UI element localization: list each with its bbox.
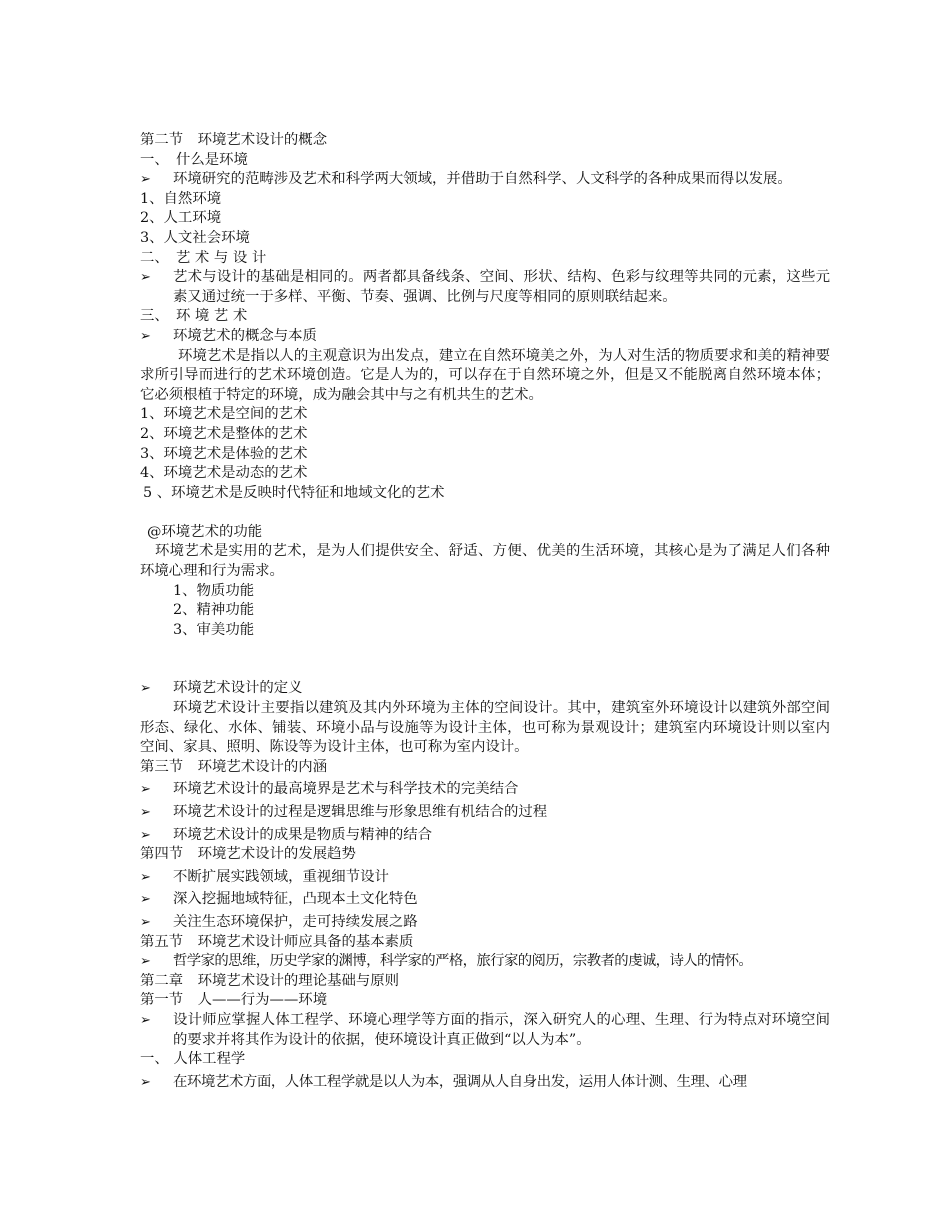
arrow-bullet-icon: ➢ bbox=[140, 805, 151, 820]
arrow-bullet-icon: ➢ bbox=[140, 1012, 151, 1028]
list-item: 3、审美功能 bbox=[173, 621, 255, 638]
arrow-bullet-icon: ➢ bbox=[140, 914, 151, 930]
arrow-bullet-icon: ➢ bbox=[140, 954, 151, 970]
section-heading: 第二节 环境艺术设计的概念 bbox=[140, 132, 328, 148]
body-paragraph: 环境艺术是指以人的主观意识为出发点，建立在自然环境美之外，为人对生活的物质要求和美的精神要求所引导而进行的艺术环境创造。它是人为的，可以存在于自然环境之外，但是又不能脱离自然环境本体；它必须根植于特定的环境，成为融会其中与之有机共生的艺术。 bbox=[140, 347, 830, 403]
bullet-text: 环境艺术设计的最高境界是艺术与科学技术的完美结合 bbox=[173, 781, 519, 798]
bullet-text: 环境研究的范畴涉及艺术和科学两大领域，并借助于自然科学、人文科学的各种成果而得以发展。 bbox=[173, 171, 792, 188]
body-paragraph: 环境艺术是实用的艺术，是为人们提供安全、舒适、方便、优美的生活环境，其核心是为了满足人们各种环境心理和行为需求。 bbox=[140, 543, 830, 580]
list-item: 5 、环境艺术是反映时代特征和地域文化的艺术 bbox=[143, 484, 445, 501]
bullet-text: 艺术与设计的基础是相同的。两者都具备线条、空间、形状、结构、色彩与纹理等共同的元素，这些元素又通过统一于多样、平衡、节奏、强调、比例与尺度等相同的原则联结起来。 bbox=[173, 269, 830, 305]
arrow-bullet-icon: ➢ bbox=[140, 328, 151, 344]
bullet-text: 在环境艺术方面，人体工程学就是以人为本，强调从人自身出发，运用人体计测、生理、心理 bbox=[173, 1073, 747, 1090]
subheading: 三、 环 境 艺 术 bbox=[140, 308, 248, 325]
arrow-bullet-icon: ➢ bbox=[140, 782, 151, 798]
arrow-bullet-icon: ➢ bbox=[140, 270, 151, 286]
list-item: 3、环境艺术是体验的艺术 bbox=[140, 445, 308, 462]
list-item: 2、精神功能 bbox=[173, 602, 255, 619]
subheading: 一、 什么是环境 bbox=[140, 151, 248, 168]
section-heading: 第五节 环境艺术设计师应具备的基本素质 bbox=[140, 933, 414, 950]
bullet-text: 环境艺术的概念与本质 bbox=[173, 327, 317, 344]
bullet-text: 环境艺术设计的过程是逻辑思维与形象思维有机结合的过程 bbox=[173, 804, 548, 820]
bullet-item bbox=[140, 679, 830, 699]
bullet-text: 环境艺术设计的成果是物质与精神的结合 bbox=[173, 826, 433, 843]
bullet-text: 哲学家的思维，历史学家的渊博，科学家的严格，旅行家的阅历，宗教者的虔诚，诗人的情怀。 bbox=[173, 953, 753, 970]
list-item: 1、物质功能 bbox=[173, 582, 255, 599]
list-item: 3、人文社会环境 bbox=[140, 229, 250, 246]
bullet-item bbox=[140, 268, 830, 307]
subheading: 一、 人体工程学 bbox=[140, 1051, 246, 1068]
subheading: @环境艺术的功能 bbox=[147, 523, 263, 540]
list-item: 2、环境艺术是整体的艺术 bbox=[140, 425, 308, 442]
bullet-item bbox=[140, 913, 830, 933]
body-paragraph: 环境艺术设计主要指以建筑及其内外环境为主体的空间设计。其中，建筑室外环境设计以建筑外部空间形态、绿化、水体、铺装、环境小品与设施等为设计主体，也可称为景观设计；建筑室内环境设计则以室内空间、家具、照明、陈设等为设计主体，也可称为室内设计。 bbox=[140, 700, 830, 756]
section-heading: 第一节 人——行为——环境 bbox=[140, 992, 328, 1009]
section-heading: 第四节 环境艺术设计的发展趋势 bbox=[140, 846, 356, 863]
bullet-item bbox=[140, 780, 830, 800]
arrow-bullet-icon: ➢ bbox=[140, 892, 151, 908]
bullet-item bbox=[140, 327, 830, 347]
arrow-bullet-icon: ➢ bbox=[140, 869, 151, 885]
bullet-item bbox=[140, 170, 830, 190]
bullet-item bbox=[140, 890, 830, 910]
bullet-item bbox=[140, 868, 830, 888]
document-page bbox=[140, 131, 830, 1092]
bullet-text: 关注生态环境保护，走可持续发展之路 bbox=[173, 913, 418, 930]
arrow-bullet-icon: ➢ bbox=[140, 681, 151, 697]
arrow-bullet-icon: ➢ bbox=[140, 172, 151, 188]
subheading: 二、 艺 术 与 设 计 bbox=[140, 249, 267, 266]
bullet-item bbox=[140, 1073, 830, 1093]
bullet-text: 环境艺术设计的定义 bbox=[173, 680, 303, 697]
bullet-text: 不断扩展实践领域，重视细节设计 bbox=[173, 868, 389, 885]
arrow-bullet-icon: ➢ bbox=[140, 1074, 151, 1090]
arrow-bullet-icon: ➢ bbox=[140, 827, 151, 843]
section-heading: 第三节 环境艺术设计的内涵 bbox=[140, 758, 328, 775]
bullet-text: 深入挖掘地域特征，凸现本土文化特色 bbox=[173, 891, 418, 908]
bullet-item bbox=[140, 803, 830, 823]
chapter-heading: 第二章 环境艺术设计的理论基础与原则 bbox=[140, 972, 400, 989]
bullet-item bbox=[140, 826, 830, 846]
list-item: 1、环境艺术是空间的艺术 bbox=[140, 406, 308, 423]
bullet-item bbox=[140, 952, 830, 972]
list-item: 4、环境艺术是动态的艺术 bbox=[140, 465, 308, 482]
list-item: 1、自然环境 bbox=[140, 190, 222, 207]
bullet-item bbox=[140, 1011, 830, 1050]
bullet-text: 设计师应掌握人体工程学、环境心理学等方面的指示，深入研究人的心理、生理、行为特点对环境空间的要求并将其作为设计的依据，使环境设计真正做到“以人为本”。 bbox=[173, 1011, 830, 1048]
list-item: 2、人工环境 bbox=[140, 210, 222, 227]
